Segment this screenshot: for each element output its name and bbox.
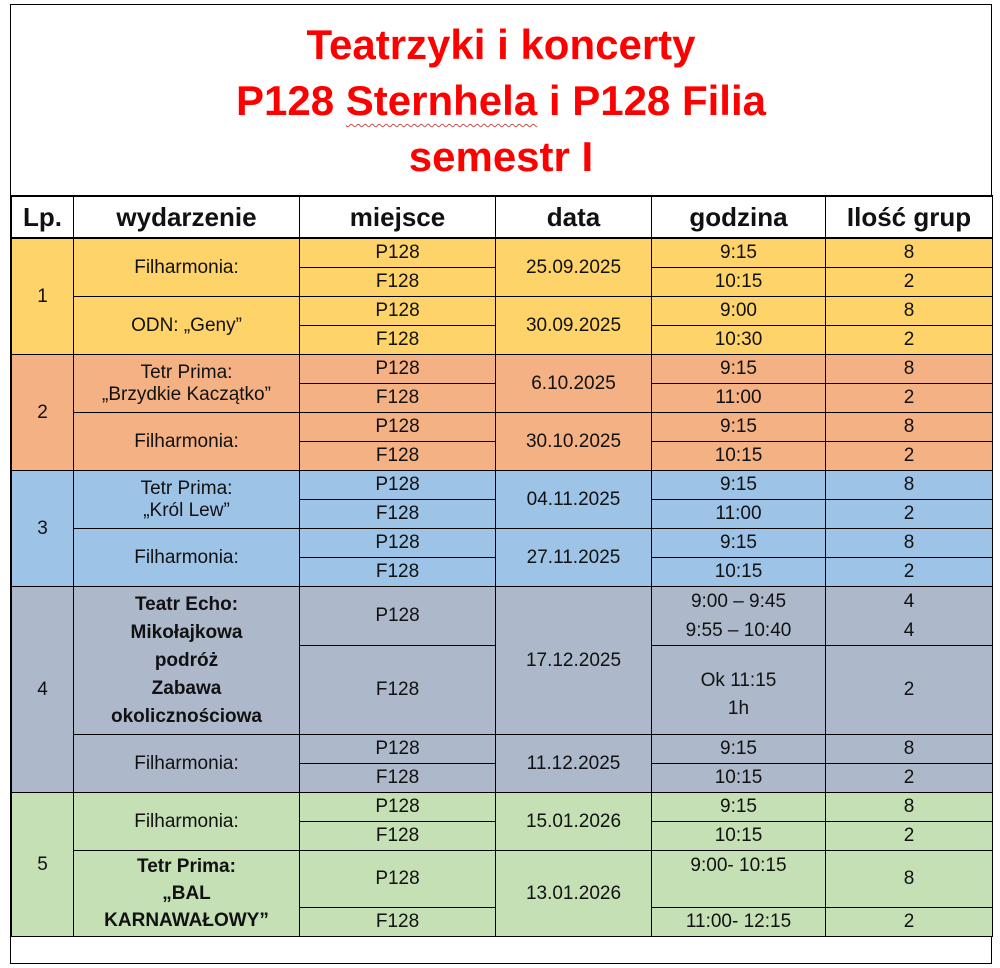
table-row: [12, 587, 993, 646]
cell-event: Tetr Prima: „BAL KARNAWAŁOWY”: [74, 851, 300, 937]
cell-groups: 8: [826, 735, 993, 764]
cell-time: 9:15: [652, 413, 826, 442]
cell-time: 9:15: [652, 793, 826, 822]
header-groups: Ilość grup: [826, 196, 993, 238]
title-line-2: [11, 73, 991, 129]
header-place: miejsce: [300, 196, 496, 238]
cell-groups: 2: [826, 822, 993, 851]
cell-groups: 8: [826, 529, 993, 558]
cell-place: P128: [300, 413, 496, 442]
cell-place: P128: [300, 471, 496, 500]
cell-time: 9:00 – 9:45 9:55 – 10:40: [652, 587, 826, 646]
title-line-2-part-c: i P128 Filia: [537, 77, 766, 124]
cell-event: Filharmonia:: [74, 529, 300, 587]
cell-date: 30.10.2025: [496, 413, 652, 471]
cell-lp: 4: [12, 587, 74, 793]
cell-place: P128: [300, 587, 496, 646]
cell-date: 13.01.2026: [496, 851, 652, 937]
cell-time: 11:00- 12:15: [652, 908, 826, 937]
table-row: [12, 471, 993, 500]
cell-time: Ok 11:15 1h: [652, 646, 826, 735]
cell-time: 9:15: [652, 529, 826, 558]
table-header-row: [12, 196, 993, 238]
cell-groups: 2: [826, 384, 993, 413]
header-time: godzina: [652, 196, 826, 238]
table-row: [12, 529, 993, 558]
cell-time: 10:15: [652, 442, 826, 471]
cell-event: Tetr Prima: „Brzydkie Kaczątko”: [74, 355, 300, 413]
cell-event: Tetr Prima: „Król Lew”: [74, 471, 300, 529]
cell-date: 11.12.2025: [496, 735, 652, 793]
cell-place: F128: [300, 822, 496, 851]
header-date: data: [496, 196, 652, 238]
cell-date: 15.01.2026: [496, 793, 652, 851]
cell-groups: 8: [826, 413, 993, 442]
cell-date: 27.11.2025: [496, 529, 652, 587]
cell-groups: 8: [826, 238, 993, 268]
cell-place: P128: [300, 297, 496, 326]
cell-time: 9:15: [652, 238, 826, 268]
cell-place: F128: [300, 558, 496, 587]
schedule-table: [11, 195, 993, 937]
cell-place: P128: [300, 355, 496, 384]
cell-place: F128: [300, 908, 496, 937]
cell-place: F128: [300, 646, 496, 735]
cell-groups: 2: [826, 442, 993, 471]
cell-event: Filharmonia:: [74, 238, 300, 297]
cell-time: 10:15: [652, 822, 826, 851]
cell-groups: 2: [826, 558, 993, 587]
cell-date: 17.12.2025: [496, 587, 652, 735]
cell-groups: 8: [826, 851, 993, 908]
title-line-2-spellcheck-word: Sternhela: [345, 77, 538, 124]
cell-lp: 1: [12, 238, 74, 355]
cell-time: 10:15: [652, 268, 826, 297]
cell-place: P128: [300, 238, 496, 268]
title-line-1: Teatrzyki i koncerty: [306, 21, 696, 68]
cell-place: F128: [300, 764, 496, 793]
cell-date: 6.10.2025: [496, 355, 652, 413]
header-event: wydarzenie: [74, 196, 300, 238]
cell-place: P128: [300, 529, 496, 558]
cell-date: 25.09.2025: [496, 238, 652, 297]
cell-time: 11:00: [652, 384, 826, 413]
cell-event: Filharmonia:: [74, 735, 300, 793]
table-row: [12, 735, 993, 764]
table-row: [12, 297, 993, 326]
cell-time: 9:00: [652, 297, 826, 326]
cell-place: P128: [300, 735, 496, 764]
cell-groups: 2: [826, 268, 993, 297]
title-line-3: semestr I: [408, 133, 594, 180]
cell-lp: 5: [12, 793, 74, 937]
cell-place: P128: [300, 793, 496, 822]
cell-date: 04.11.2025: [496, 471, 652, 529]
cell-time: 9:00- 10:15: [652, 851, 826, 908]
table-row: [12, 413, 993, 442]
cell-place: P128: [300, 851, 496, 908]
cell-time: 10:30: [652, 326, 826, 355]
cell-groups: 2: [826, 908, 993, 937]
title-line-2-part-a: P128: [236, 77, 346, 124]
cell-time: 10:15: [652, 558, 826, 587]
cell-groups: 8: [826, 793, 993, 822]
cell-groups: 8: [826, 471, 993, 500]
cell-time: 9:15: [652, 735, 826, 764]
cell-event: Teatr Echo: Mikołajkowa podróż Zabawa okolicznościowa: [74, 587, 300, 735]
cell-place: F128: [300, 326, 496, 355]
cell-event: Filharmonia:: [74, 793, 300, 851]
cell-lp: 3: [12, 471, 74, 587]
cell-time: 9:15: [652, 471, 826, 500]
cell-event: ODN: „Geny”: [74, 297, 300, 355]
title-block: [11, 5, 991, 195]
table-row: [12, 355, 993, 384]
cell-groups: 8: [826, 355, 993, 384]
cell-time: 10:15: [652, 764, 826, 793]
cell-place: F128: [300, 268, 496, 297]
cell-date: 30.09.2025: [496, 297, 652, 355]
schedule-sheet: [10, 4, 992, 964]
cell-groups: 4 4: [826, 587, 993, 646]
table-row: [12, 851, 993, 908]
cell-time: 9:15: [652, 355, 826, 384]
table-row: [12, 238, 993, 268]
cell-groups: 2: [826, 764, 993, 793]
cell-place: F128: [300, 384, 496, 413]
cell-groups: 2: [826, 500, 993, 529]
cell-time: 11:00: [652, 500, 826, 529]
cell-groups: 2: [826, 646, 993, 735]
table-row: [12, 793, 993, 822]
cell-place: F128: [300, 442, 496, 471]
cell-place: F128: [300, 500, 496, 529]
cell-groups: 2: [826, 326, 993, 355]
cell-groups: 8: [826, 297, 993, 326]
cell-event: Filharmonia:: [74, 413, 300, 471]
header-lp: Lp.: [12, 196, 74, 238]
cell-lp: 2: [12, 355, 74, 471]
